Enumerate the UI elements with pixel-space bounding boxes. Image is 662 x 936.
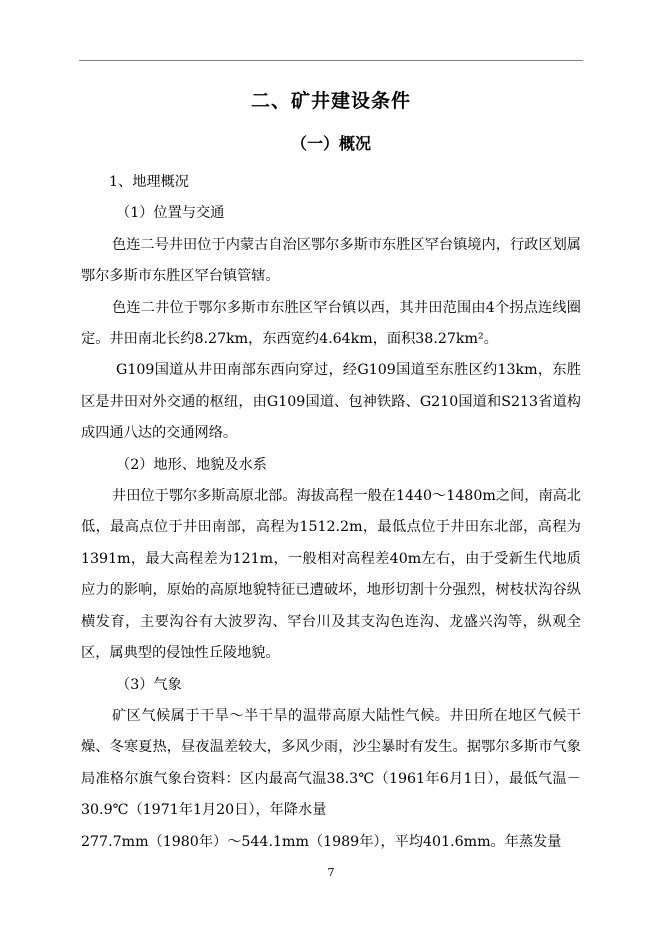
paragraph-boundary: 色连二井位于鄂尔多斯市东胜区罕台镇以西，其井田范围由4个拐点连线圈定。井田南北长约8.27km，东西宽约4.64km，面积38.27km²。 bbox=[81, 299, 581, 348]
paragraph-weather: 矿区气候属于干旱～半干旱的温带高原大陆性气候。井田所在地区气候干燥、冬寒夏热，昼夜温差较大，多风少雨，沙尘暴时有发生。据鄂尔多斯市气象局准格尔旗气象台资料：区内最高气温38.3℃（1961年6月1日），最低气温－30.9℃（1971年1月20日），年降水量 bbox=[81, 707, 581, 819]
paragraph-location: 色连二号井田位于内蒙古自治区鄂尔多斯市东胜区罕台镇境内，行政区划属鄂尔多斯市东胜区罕台镇管辖。 bbox=[81, 236, 581, 285]
paragraph-terrain: 井田位于鄂尔多斯高原北部。海拔高程一般在1440～1480m之间，南高北低，最高点位于井田南部，高程为1512.2m，最低点位于井田东北部，高程为1391m，最大高程差为121m，一般相对高程差40m左右，由于受新生代地质应力的影响，原始的高原地貌特征已遭破坏，地形切割十分强烈，树枝状沟谷纵横发育，主要沟谷有大波罗沟、罕台川及其支沟色连沟、龙盛兴沟等，纵观全区，属典型的侵蚀性丘陵地貌。 bbox=[81, 488, 581, 662]
heading-weather: （3）气象 bbox=[116, 676, 182, 693]
paragraph-precipitation: 277.7mm（1980年）～544.1mm（1989年），平均401.6mm。年蒸发量 bbox=[81, 833, 562, 850]
chapter-title: 二、矿井建设条件 bbox=[250, 90, 411, 112]
heading-location-traffic: （1）位置与交通 bbox=[116, 205, 225, 222]
heading-geography: 1、地理概况 bbox=[109, 174, 189, 190]
heading-terrain: （2）地形、地貌及水系 bbox=[116, 456, 267, 473]
paragraph-traffic: G109国道从井田南部东西向穿过，经G109国道至东胜区约13km，东胜区是井田对外交通的枢纽，由G109国道、包神铁路、G210国道和S213省道构成四通八达的交通网络。 bbox=[81, 362, 581, 442]
document-body bbox=[81, 167, 581, 858]
header-rule bbox=[79, 60, 583, 61]
section-title: （一）概况 bbox=[290, 134, 371, 153]
page-number: 7 bbox=[327, 866, 335, 879]
